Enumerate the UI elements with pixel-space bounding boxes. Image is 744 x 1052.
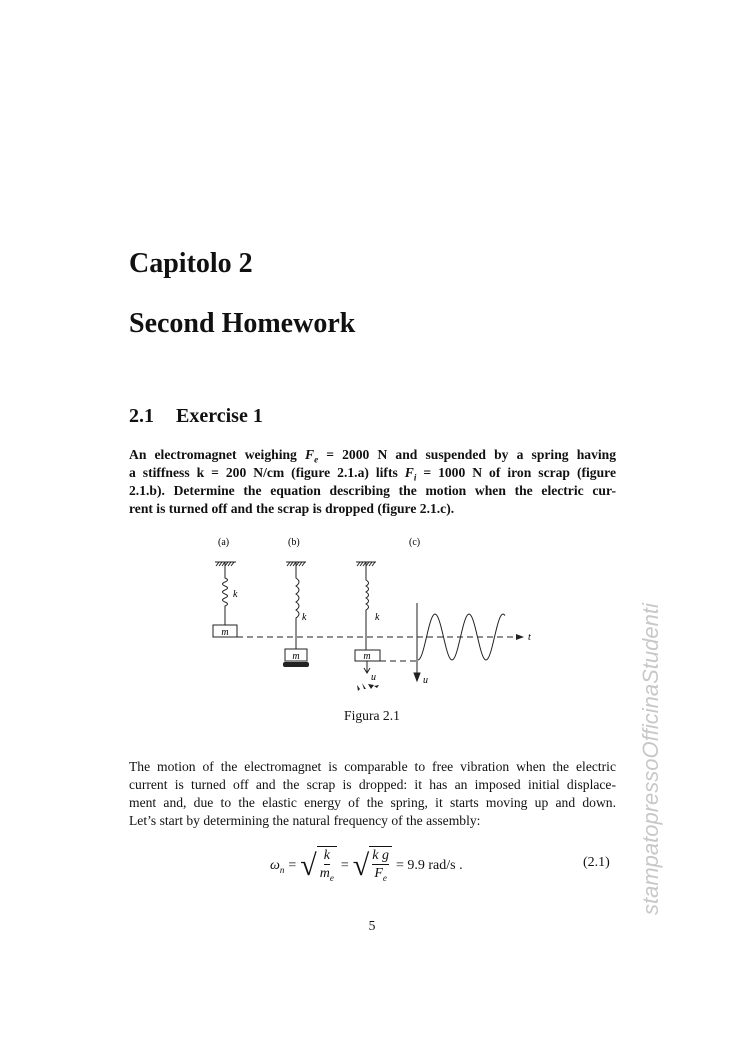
problem-line-2: a stiffness k = 200 N/cm (figure 2.1.a) lifts $F_i = 1000$ N of iron scrap (figure <box>129 465 616 483</box>
svg-text:t: t <box>528 632 531 643</box>
svg-text:m: m <box>292 651 300 662</box>
svg-text:m: m <box>221 627 229 638</box>
section-number: 2.1 <box>129 405 154 427</box>
svg-text:u: u <box>371 672 376 683</box>
problem-line-1: An electromagnet weighing $F_e = 2000$ N and suspended by a spring having <box>129 447 616 465</box>
chapter-number: Capitolo 2 <box>129 248 253 279</box>
label-b: (b) <box>288 537 300 548</box>
iron-scrap <box>283 662 379 696</box>
svg-text:u: u <box>423 675 428 686</box>
body-line-1: The motion of the electromagnet is comparable to free vibration when the electric <box>129 759 616 774</box>
svg-text:k: k <box>302 612 307 623</box>
springs <box>223 562 369 650</box>
t-axis-arrow <box>516 634 524 640</box>
page-number: 5 <box>368 918 376 933</box>
svg-text:k: k <box>375 612 380 623</box>
spring-labels <box>233 589 380 623</box>
svg-text:m: m <box>363 651 371 662</box>
label-c: (c) <box>409 537 421 548</box>
body-line-2: current is turned off and the scrap is dropped: it has an imposed initial displace- <box>129 777 616 792</box>
section-title: Exercise 1 <box>176 405 263 427</box>
problem-line-4: rent is turned off and the scrap is dropped (figure 2.1.c). <box>129 501 455 516</box>
equation-number: (2.1) <box>583 855 610 870</box>
chapter-title: Second Homework <box>129 308 356 339</box>
u-arrow-b <box>364 661 370 673</box>
watermark: stampatopressoOfficinaStudenti <box>638 603 663 915</box>
sqrt-1: √ $\frac{k}{m_e}$ <box>300 846 337 887</box>
body-line-3: ment and, due to the elastic energy of the spring, it starts moving up and down. <box>129 795 616 810</box>
equation-2-1: $\omega_n$ = √ $\frac{k}{m_e}$ = √ $\frac{\text{k g}}{F_e}$ = 9.9 rad/s . <box>270 846 463 887</box>
figure-caption: Figura 2.1 <box>344 708 400 723</box>
u-axis <box>414 603 420 681</box>
body-line-4: Let’s start by determining the natural frequency of the assembly: <box>129 813 481 828</box>
sqrt-2: √ $\frac{\text{k g}}{F_e}$ <box>353 846 392 887</box>
problem-line-3: 2.1.b). Determine the equation describing the motion when the electric cur- <box>129 483 616 498</box>
svg-text:k: k <box>233 589 238 600</box>
label-a: (a) <box>218 537 230 548</box>
